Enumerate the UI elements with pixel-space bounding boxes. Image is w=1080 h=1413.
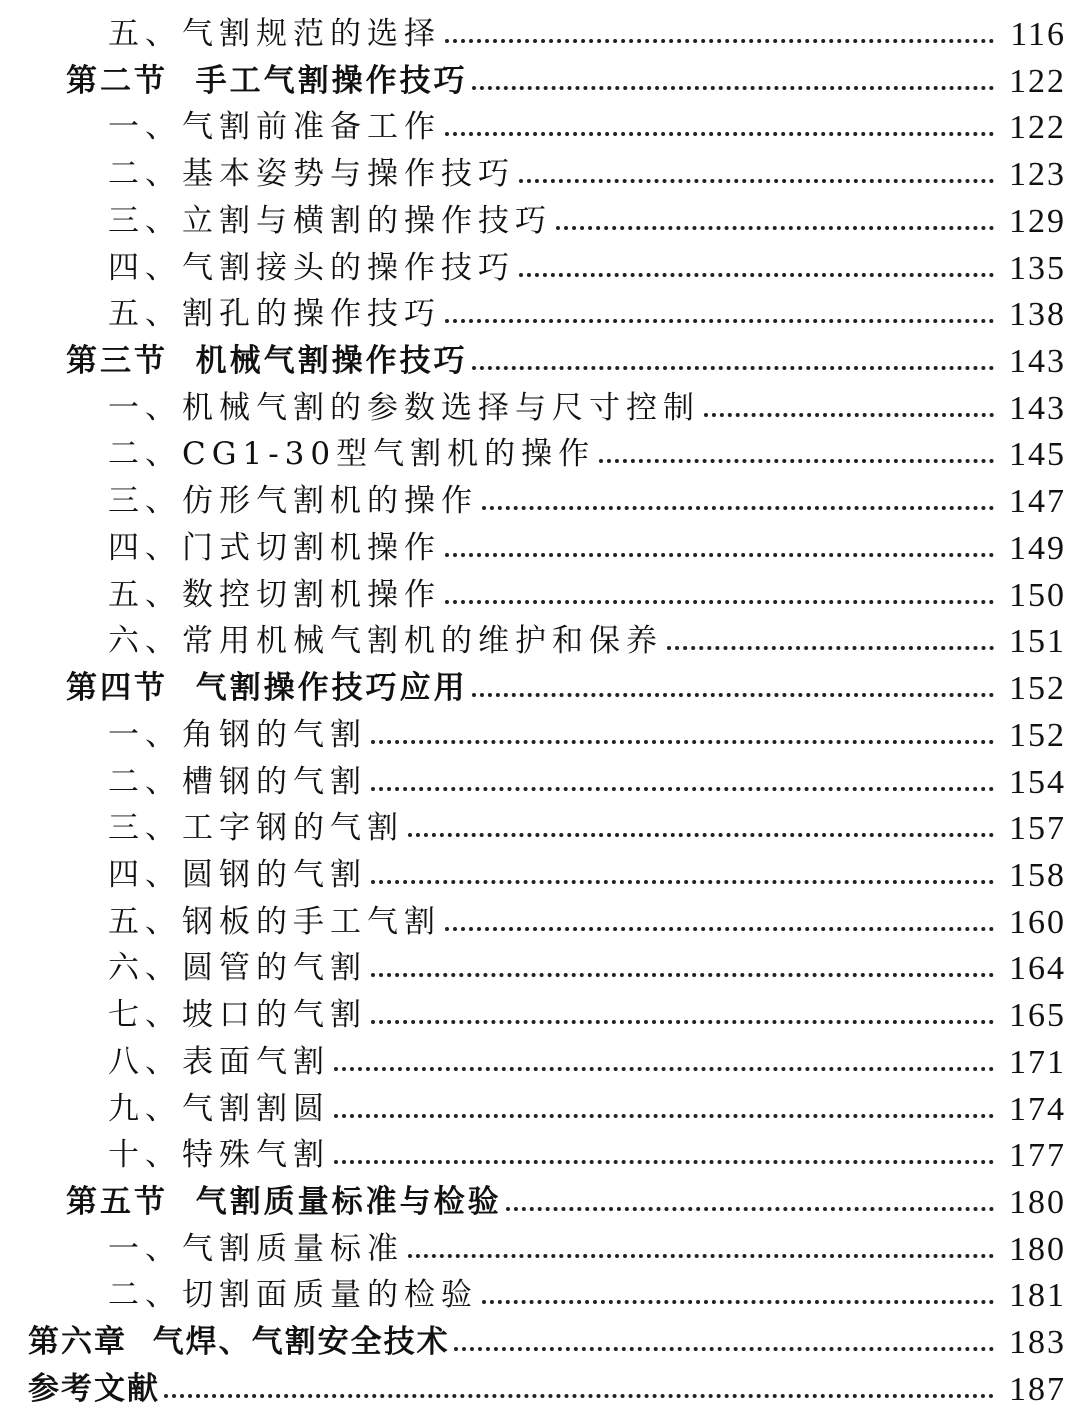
toc-entry-subsection [0,432,1080,472]
toc-entry-title: 第六章 气焊、气割安全技术 [28,1324,450,1361]
toc-entry-subsection [0,1133,1080,1173]
toc-entry-page-number: 158 [1009,856,1066,894]
dot-leader [445,39,994,43]
toc-entry-section [0,59,1080,99]
dot-leader [371,973,994,977]
dot-leader [472,366,994,370]
dot-leader [445,553,994,557]
dot-leader [472,693,994,697]
toc-entry-page-number: 147 [1009,483,1066,521]
dot-leader [506,1207,994,1211]
toc-entry-subsection [0,152,1080,192]
toc-entry-title: 三、仿形气割机的操作 [108,483,478,520]
toc-entry-subsection [0,946,1080,986]
dot-leader [164,1394,994,1398]
toc-entry-page-number: 177 [1009,1137,1066,1175]
toc-entry-title: 六、圆管的气割 [108,950,367,987]
dot-leader [334,1114,994,1118]
dot-leader [334,1160,994,1164]
dot-leader [445,600,994,604]
toc-entry-subsection [0,1087,1080,1127]
toc-entry-page-number: 180 [1009,1230,1066,1268]
toc-entry-title: 五、数控切割机操作 [108,576,441,613]
toc-entry-subsection [0,993,1080,1033]
dot-leader [408,1254,994,1258]
toc-entry-title: 参考文献 [28,1370,160,1407]
toc-entry-chapter [0,1320,1080,1360]
dot-leader [371,740,994,744]
toc-entry-title: 五、钢板的手工气割 [108,903,441,940]
toc-entry-page-number: 174 [1009,1090,1066,1128]
toc-entry-page-number: 151 [1009,623,1066,661]
toc-entry-subsection [0,199,1080,239]
dot-leader [445,927,994,931]
dot-leader [371,1020,994,1024]
toc-entry-subsection [0,900,1080,940]
toc-entry-page-number: 129 [1009,202,1066,240]
toc-entry-subsection [0,713,1080,753]
dot-leader [667,646,994,650]
dot-leader [519,179,994,183]
dot-leader [556,226,994,230]
dot-leader [334,1067,994,1071]
toc-entry-page-number: 123 [1009,156,1066,194]
toc-entry-title: 九、气割割圆 [108,1090,330,1127]
toc-entry-subsection [0,1273,1080,1313]
toc-entry-section [0,1180,1080,1220]
dot-leader [472,86,994,90]
toc-entry-title: 五、割孔的操作技巧 [108,296,441,333]
toc-entry-title: 六、常用机械气割机的维护和保养 [108,623,663,660]
toc-entry-page-number: 143 [1009,343,1066,381]
toc-entry-page-number: 152 [1009,716,1066,754]
dot-leader [454,1347,994,1351]
toc-entry-subsection [0,1227,1080,1267]
toc-entry-chapter [0,1367,1080,1407]
toc-entry-page-number: 149 [1009,529,1066,567]
toc-entry-title: 三、立割与横割的操作技巧 [108,202,552,239]
toc-entry-subsection [0,806,1080,846]
toc-entry-page-number: 160 [1009,903,1066,941]
toc-entry-title: 一、角钢的气割 [108,716,367,753]
toc-entry-subsection [0,105,1080,145]
toc-entry-page-number: 164 [1009,950,1066,988]
toc-entry-section [0,666,1080,706]
table-of-contents [0,12,1080,1407]
toc-entry-subsection [0,479,1080,519]
toc-entry-title: 一、机械气割的参数选择与尺寸控制 [108,389,700,426]
toc-entry-title: 二、槽钢的气割 [108,763,367,800]
toc-entry-title: 二、切割面质量的检验 [108,1277,478,1314]
dot-leader [599,459,994,463]
toc-entry-subsection [0,760,1080,800]
dot-leader [445,319,994,323]
toc-entry-page-number: 187 [1009,1370,1066,1408]
toc-entry-title: 三、工字钢的气割 [108,810,404,847]
toc-entry-title: 四、圆钢的气割 [108,856,367,893]
toc-entry-title: 五、气割规范的选择 [108,16,441,52]
toc-entry-subsection [0,853,1080,893]
dot-leader [371,880,994,884]
toc-entry-page-number: 145 [1009,436,1066,474]
toc-entry-subsection [0,573,1080,613]
toc-entry-page-number: 122 [1009,62,1066,100]
toc-entry-title: 第二节 手工气割操作技巧 [66,62,468,99]
toc-entry-subsection [0,12,1080,52]
toc-entry-page-number: 180 [1009,1183,1066,1221]
toc-entry-title: 八、表面气割 [108,1043,330,1080]
dot-leader [445,132,994,136]
toc-entry-page-number: 154 [1009,763,1066,801]
toc-entry-section [0,339,1080,379]
toc-entry-page-number: 152 [1009,670,1066,708]
toc-entry-page-number: 143 [1009,389,1066,427]
toc-entry-page-number: 135 [1009,249,1066,287]
dot-leader [704,413,994,417]
toc-entry-title: 第四节 气割操作技巧应用 [66,670,468,707]
toc-entry-title: 一、气割前准备工作 [108,109,441,146]
toc-entry-subsection [0,386,1080,426]
toc-entry-page-number: 165 [1009,997,1066,1035]
toc-entry-title: 二、基本姿势与操作技巧 [108,156,515,193]
toc-entry-title: 十、特殊气割 [108,1137,330,1174]
toc-entry-title: 二、CG1-30型气割机的操作 [108,436,596,473]
toc-entry-title: 第三节 机械气割操作技巧 [66,343,468,380]
toc-entry-subsection [0,619,1080,659]
toc-entry-page-number: 157 [1009,810,1066,848]
toc-entry-title: 四、气割接头的操作技巧 [108,249,515,286]
toc-entry-page-number: 183 [1009,1324,1066,1362]
toc-entry-title: 四、门式切割机操作 [108,529,441,566]
toc-entry-page-number: 171 [1009,1043,1066,1081]
toc-entry-page-number: 138 [1009,296,1066,334]
toc-entry-subsection [0,246,1080,286]
toc-entry-subsection [0,526,1080,566]
dot-leader [482,1300,994,1304]
toc-entry-subsection [0,1040,1080,1080]
toc-entry-page-number: 116 [1010,16,1066,53]
toc-entry-page-number: 150 [1009,576,1066,614]
toc-entry-title: 第五节 气割质量标准与检验 [66,1183,502,1220]
toc-entry-title: 七、坡口的气割 [108,997,367,1034]
toc-entry-subsection [0,292,1080,332]
toc-entry-page-number: 122 [1009,109,1066,147]
dot-leader [519,273,994,277]
toc-entry-page-number: 181 [1009,1277,1066,1315]
toc-entry-title: 一、气割质量标准 [108,1230,404,1267]
dot-leader [408,833,994,837]
dot-leader [482,506,994,510]
dot-leader [371,787,994,791]
